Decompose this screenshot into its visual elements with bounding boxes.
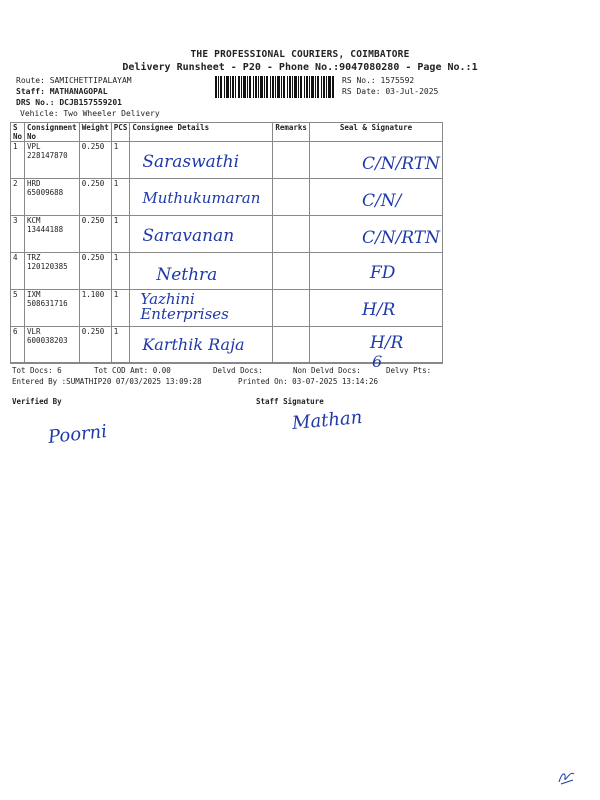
row-pcs: 1 <box>111 290 130 327</box>
total-cod: Tot COD Amt: 0.00 <box>94 366 171 375</box>
col-sno-header: S No <box>11 123 25 142</box>
row-sno: 5 <box>11 290 25 327</box>
row-sno: 2 <box>11 179 25 216</box>
row-sno: 6 <box>11 327 25 364</box>
row-consignee <box>130 179 273 216</box>
rs-date: RS Date: 03-Jul-2025 <box>342 87 439 96</box>
row-remarks <box>273 179 310 216</box>
table-row <box>11 142 443 179</box>
row-remarks <box>273 327 310 364</box>
row-consignment: TRZ 120120385 <box>25 253 80 290</box>
row-remarks <box>273 253 310 290</box>
row-pcs: 1 <box>111 327 130 364</box>
row-consignment: IXM 508631716 <box>25 290 80 327</box>
row-consignment: VLR 600038203 <box>25 327 80 364</box>
row-consignee <box>130 142 273 179</box>
runsheet-subtitle: Delivery Runsheet - P20 - Phone No.:9047080280 - Page No.:1 <box>122 62 478 73</box>
delivery-points: Delvy Pts: <box>386 366 432 375</box>
consignee-handwriting: Saraswathi <box>142 152 240 172</box>
row-consignee <box>130 253 273 290</box>
delivered-docs: Delvd Docs: <box>213 366 263 375</box>
row-seal <box>309 290 442 327</box>
col-pcs-header: PCS <box>111 123 130 142</box>
seal-handwriting: C/N/ <box>361 191 402 211</box>
row-consignment: KCM 13444188 <box>25 216 80 253</box>
seal-handwriting: C/N/RTN <box>361 154 441 174</box>
row-seal <box>309 142 442 179</box>
consignee-handwriting: Muthukumaran <box>142 189 261 207</box>
table-row <box>11 216 443 253</box>
row-pcs: 1 <box>111 216 130 253</box>
table-header-row <box>11 123 443 142</box>
staff-signature: Mathan <box>291 406 364 435</box>
staff-label: Staff: MATHANAGOPAL <box>16 87 108 96</box>
col-consignment-header: Consignment No <box>25 123 80 142</box>
row-weight: 1.100 <box>79 290 111 327</box>
runsheet-table <box>10 122 443 364</box>
table-row <box>11 179 443 216</box>
seal-handwriting: H/R <box>361 300 396 320</box>
consignee-handwriting: Saravanan <box>142 226 235 246</box>
table-row <box>11 253 443 290</box>
row-weight: 0.250 <box>79 327 111 364</box>
drs-number: DRS No.: DCJB157559201 <box>16 98 122 107</box>
rs-number: RS No.: 1575592 <box>342 76 415 85</box>
row-weight: 0.250 <box>79 216 111 253</box>
verified-signature: Poorni <box>47 420 108 449</box>
row-consignee <box>130 290 273 327</box>
row-pcs: 1 <box>111 142 130 179</box>
seal-handwriting: C/N/RTN <box>361 228 441 248</box>
table-row <box>11 290 443 327</box>
row-pcs: 1 <box>111 179 130 216</box>
company-title: THE PROFESSIONAL COURIERS, COIMBATORE <box>190 49 410 60</box>
row-remarks <box>273 290 310 327</box>
consignee-handwriting: Yazhini Enterprises <box>140 290 229 323</box>
row-pcs: 1 <box>111 253 130 290</box>
row-seal <box>309 216 442 253</box>
row-consignment: HRD 65009688 <box>25 179 80 216</box>
printed-on: Printed On: 03-07-2025 13:14:26 <box>238 377 378 386</box>
consignee-handwriting: Karthik Raja <box>142 335 245 354</box>
row-seal <box>309 253 442 290</box>
row-sno: 1 <box>11 142 25 179</box>
row-remarks <box>273 216 310 253</box>
col-seal-header: Seal & Signature <box>309 123 442 142</box>
consignee-handwriting: Nethra <box>156 265 218 285</box>
seal-handwriting: H/R <box>369 333 404 353</box>
row-consignee <box>130 216 273 253</box>
row-weight: 0.250 <box>79 179 111 216</box>
entered-by: Entered By :SUMATHIP20 07/03/2025 13:09:28 <box>12 377 202 386</box>
non-delivered-docs: Non Delvd Docs: <box>293 366 361 375</box>
route-label: Route: SAMICHETTIPALAYAM <box>16 76 132 85</box>
row-consignee <box>130 327 273 364</box>
row-sno: 3 <box>11 216 25 253</box>
initials-mark <box>556 766 578 788</box>
non-delivered-count-handwriting: 6 <box>372 352 383 371</box>
row-sno: 4 <box>11 253 25 290</box>
verified-by-label: Verified By <box>12 397 62 406</box>
row-consignment: VPL 228147870 <box>25 142 80 179</box>
col-consignee-header: Consignee Details <box>130 123 273 142</box>
seal-handwriting: FD <box>369 263 396 283</box>
total-docs: Tot Docs: 6 <box>12 366 62 375</box>
row-weight: 0.250 <box>79 142 111 179</box>
row-remarks <box>273 142 310 179</box>
row-seal <box>309 179 442 216</box>
barcode <box>215 76 335 98</box>
row-weight: 0.250 <box>79 253 111 290</box>
staff-signature-label: Staff Signature <box>256 397 324 406</box>
col-remarks-header: Remarks <box>273 123 310 142</box>
col-weight-header: Weight <box>79 123 111 142</box>
vehicle-label: Vehicle: Two Wheeler Delivery <box>20 109 160 118</box>
